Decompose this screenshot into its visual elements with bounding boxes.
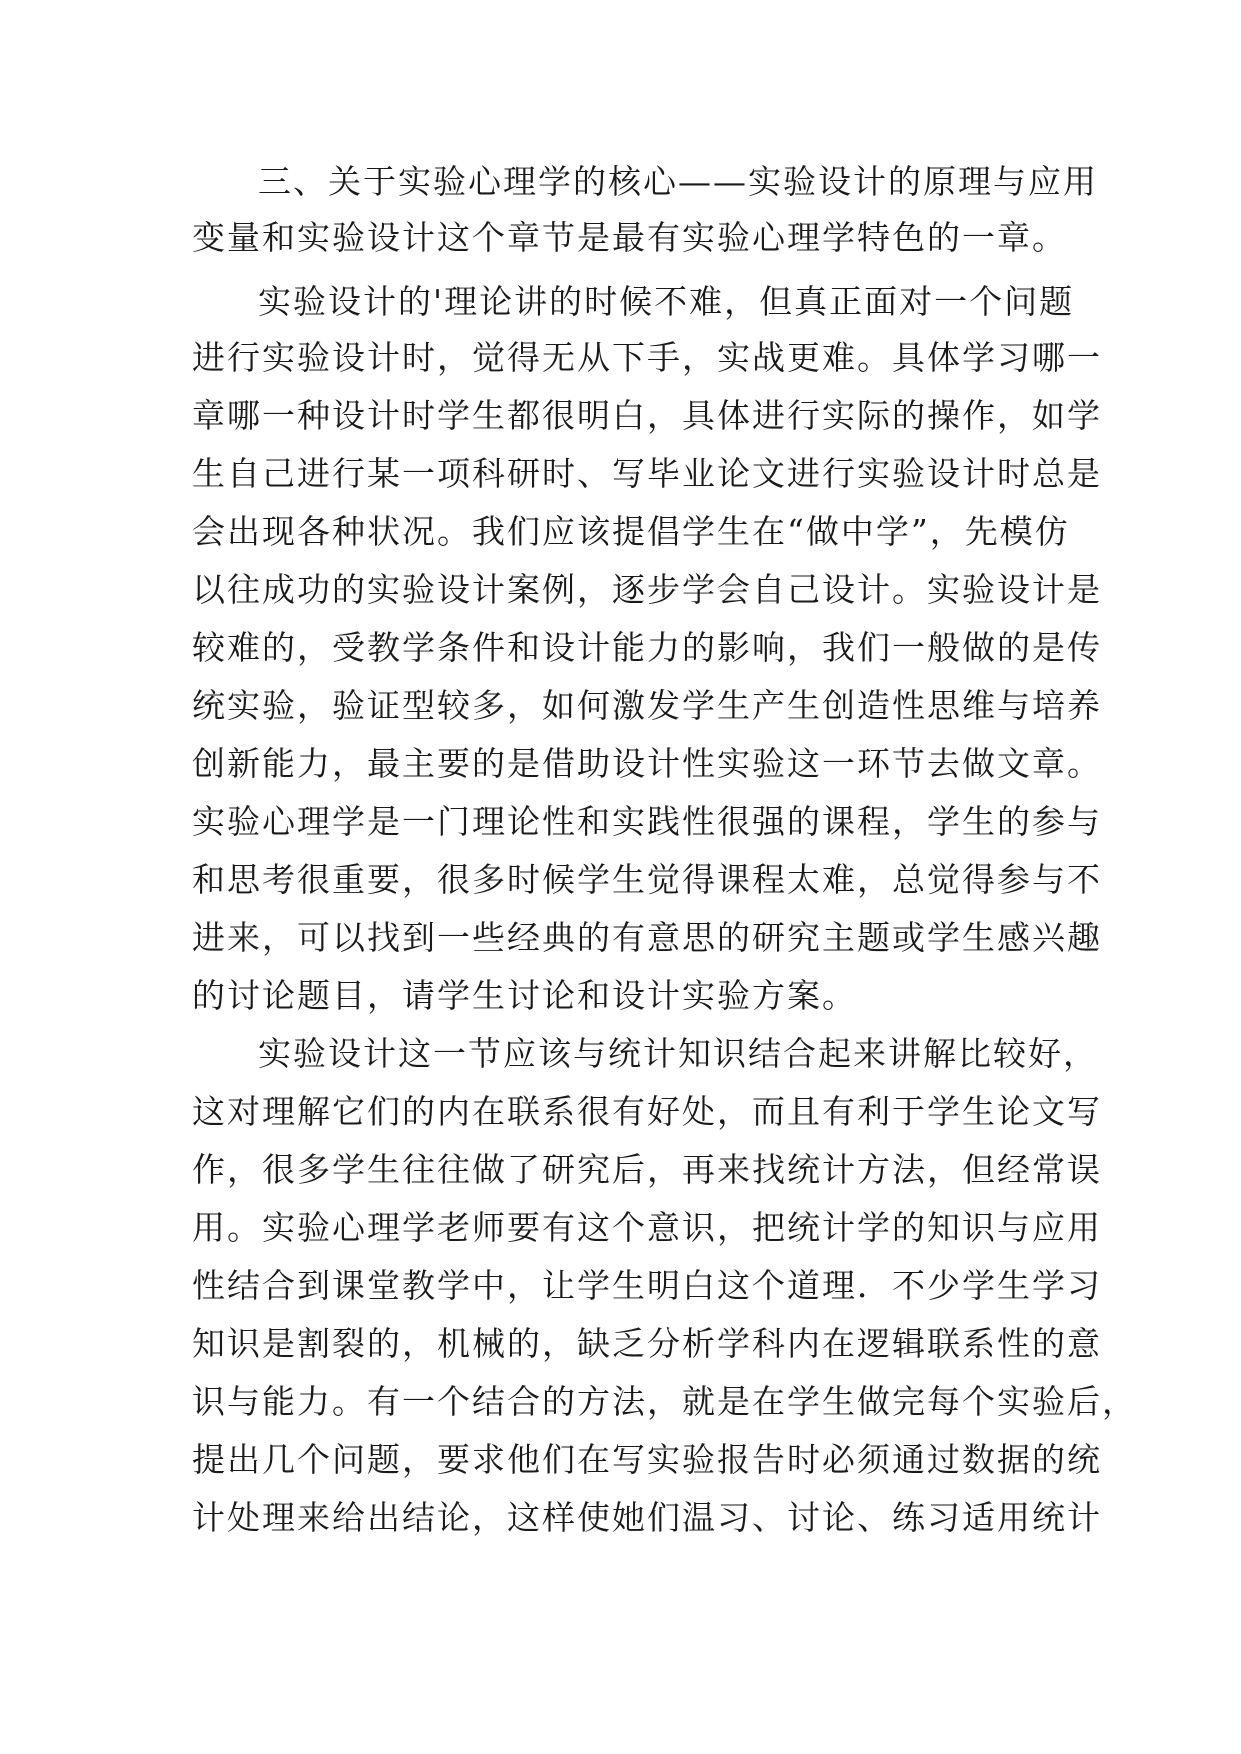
text-line: 进来，可以找到一些经典的有意思的研究主题或学生感兴趣	[192, 918, 1102, 957]
text-line: 性结合到课堂教学中，让学生明白这个道理．不少学生学习	[192, 1266, 1102, 1305]
text-line: 提出几个问题，要求他们在写实验报告时必须通过数据的统	[192, 1440, 1102, 1479]
text-line: 知识是割裂的，机械的，缺乏分析学科内在逻辑联系性的意	[192, 1324, 1102, 1363]
text-line: 变量和实验设计这个章节是最有实验心理学特色的一章。	[192, 218, 1067, 257]
heading-line: 三、关于实验心理学的核心——实验设计的原理与应用	[258, 162, 1098, 201]
text-line: 这对理解它们的内在联系很有好处，而且有利于学生论文写	[192, 1092, 1102, 1131]
text-line: 实验心理学是一门理论性和实践性很强的课程，学生的参与	[192, 802, 1102, 841]
text-line: 和思考很重要，很多时候学生觉得课程太难，总觉得参与不	[192, 860, 1102, 899]
text-line: 作，很多学生往往做了研究后，再来找统计方法，但经常误	[192, 1150, 1102, 1189]
text-line: 进行实验设计时，觉得无从下手，实战更难。具体学习哪一	[192, 338, 1102, 377]
text-line: 用。实验心理学老师要有这个意识，把统计学的知识与应用	[192, 1208, 1102, 1247]
text-line: 的讨论题目，请学生讨论和设计实验方案。	[192, 976, 857, 1015]
text-line: 计处理来给出结论，这样使她们温习、讨论、练习适用统计	[192, 1498, 1102, 1537]
text-line: 实验设计的'理论讲的时候不难，但真正面对一个问题	[258, 282, 1075, 321]
text-line: 较难的，受教学条件和设计能力的影响，我们一般做的是传	[192, 628, 1102, 667]
text-line: 统实验，验证型较多，如何激发学生产生创造性思维与培养	[192, 686, 1102, 725]
text-line: 生自己进行某一项科研时、写毕业论文进行实验设计时总是	[192, 454, 1102, 493]
text-line: 实验设计这一节应该与统计知识结合起来讲解比较好，	[258, 1034, 1098, 1073]
text-line: 以往成功的实验设计案例，逐步学会自己设计。实验设计是	[192, 570, 1102, 609]
text-line: 创新能力，最主要的是借助设计性实验这一环节去做文章。	[192, 744, 1102, 783]
text-line: 会出现各种状况。我们应该提倡学生在“做中学”，先模仿	[192, 512, 1070, 551]
text-line: 识与能力。有一个结合的方法，就是在学生做完每个实验后，	[192, 1382, 1137, 1421]
text-line: 章哪一种设计时学生都很明白，具体进行实际的操作，如学	[192, 396, 1102, 435]
